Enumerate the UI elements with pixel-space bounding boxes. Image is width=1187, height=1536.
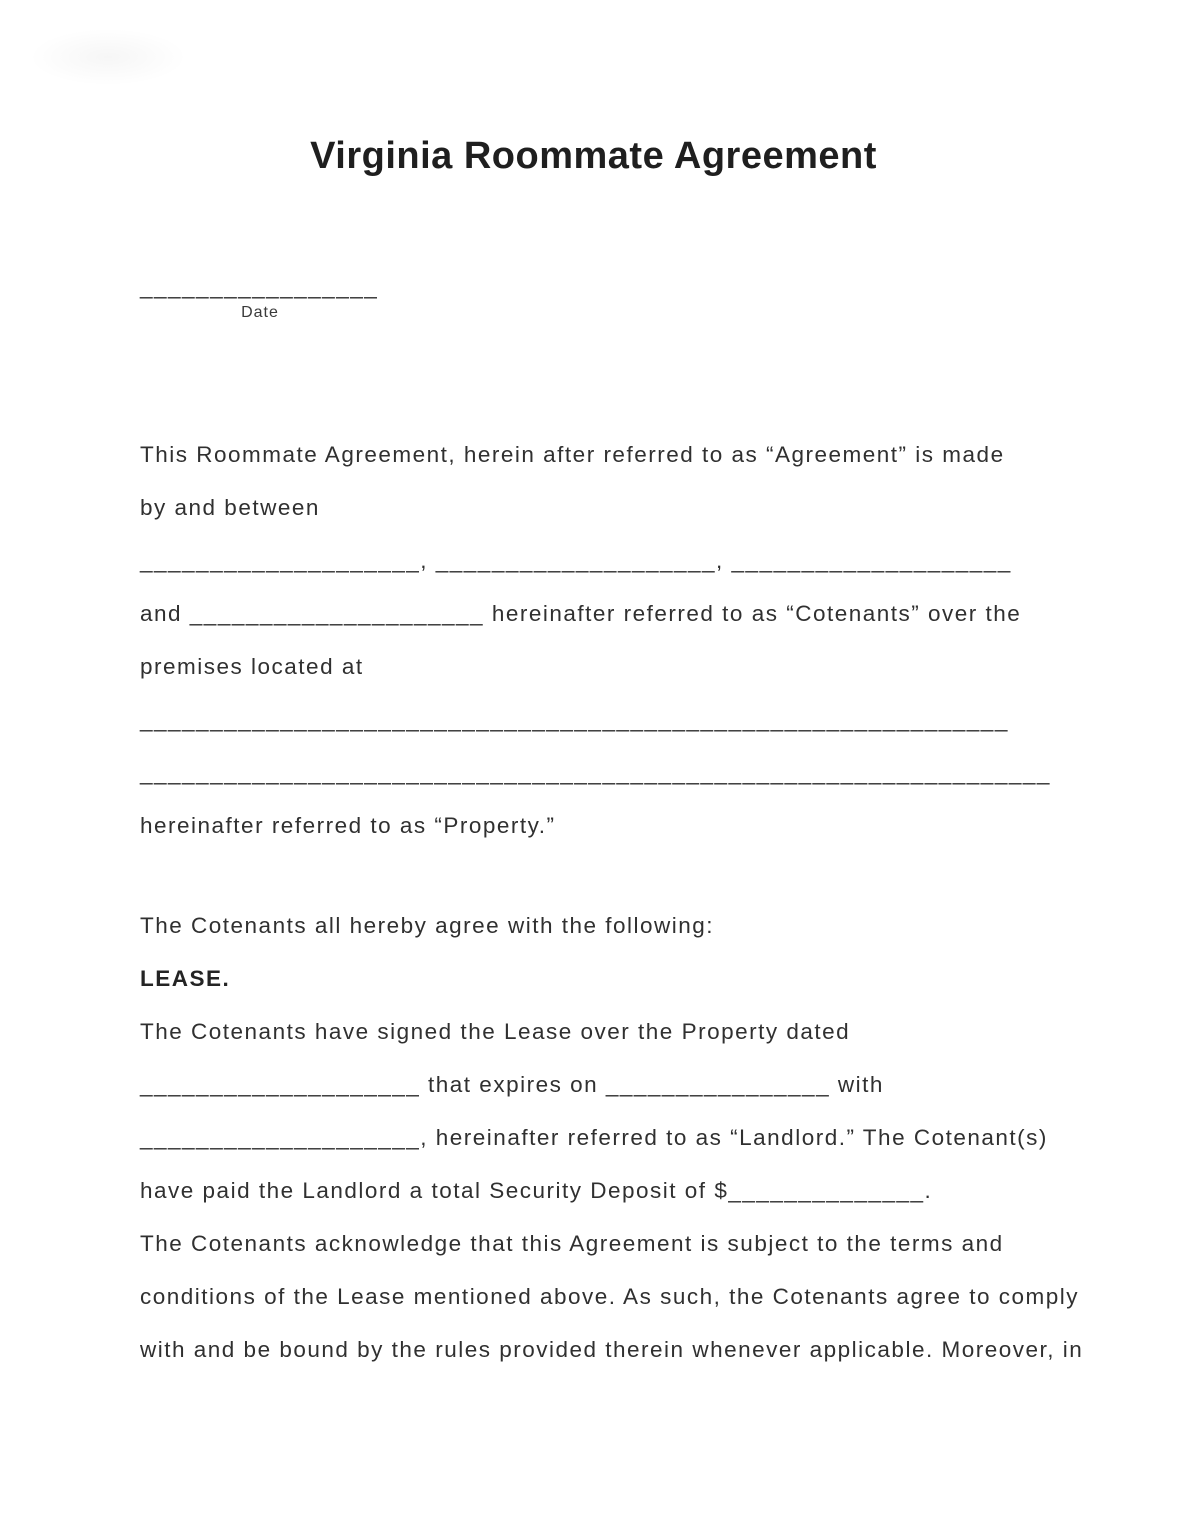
intro-line-2: by and between <box>140 495 320 520</box>
lease-line-1: The Cotenants have signed the Lease over the Property dated <box>140 1019 851 1044</box>
acknowledge-line-1: The Cotenants acknowledge that this Agreement is subject to the terms and <box>140 1231 1004 1256</box>
intro-line-1: This Roommate Agreement, herein after referred to as “Agreement” is made <box>140 442 1005 467</box>
document-title: Virginia Roommate Agreement <box>310 135 877 177</box>
agreement-intro-line: The Cotenants all hereby agree with the following: <box>140 913 715 938</box>
cotenant-name-4-line: and _____________________ hereinafter referred to as “Cotenants” over the <box>140 601 1022 626</box>
landlord-name-blank-line: ____________________, hereinafter referred to as “Landlord.” The Cotenant(s) <box>140 1125 1048 1150</box>
scan-smudge-artifact <box>28 28 188 86</box>
date-field-label: Date <box>241 304 279 321</box>
premises-located-at-line: premises located at <box>140 654 364 679</box>
lease-dates-blank-line: ____________________ that expires on ________________ with <box>140 1072 884 1097</box>
acknowledge-line-2: conditions of the Lease mentioned above. As such, the Cotenants agree to comply <box>140 1284 1080 1309</box>
date-blank-field: _________________ <box>140 274 379 299</box>
cotenant-names-blank-row: ____________________, ____________________, ____________________ <box>140 548 1012 573</box>
acknowledge-line-3: with and be bound by the rules provided therein whenever applicable. Moreover, in <box>140 1337 1084 1362</box>
security-deposit-line: have paid the Landlord a total Security Deposit of $______________. <box>140 1178 933 1203</box>
address-blank-line-2: _________________________________________________________________ <box>140 760 1051 785</box>
lease-section-heading: LEASE. <box>140 966 231 991</box>
property-reference-line: hereinafter referred to as “Property.” <box>140 813 556 838</box>
address-blank-line-1: ______________________________________________________________ <box>140 707 1009 732</box>
